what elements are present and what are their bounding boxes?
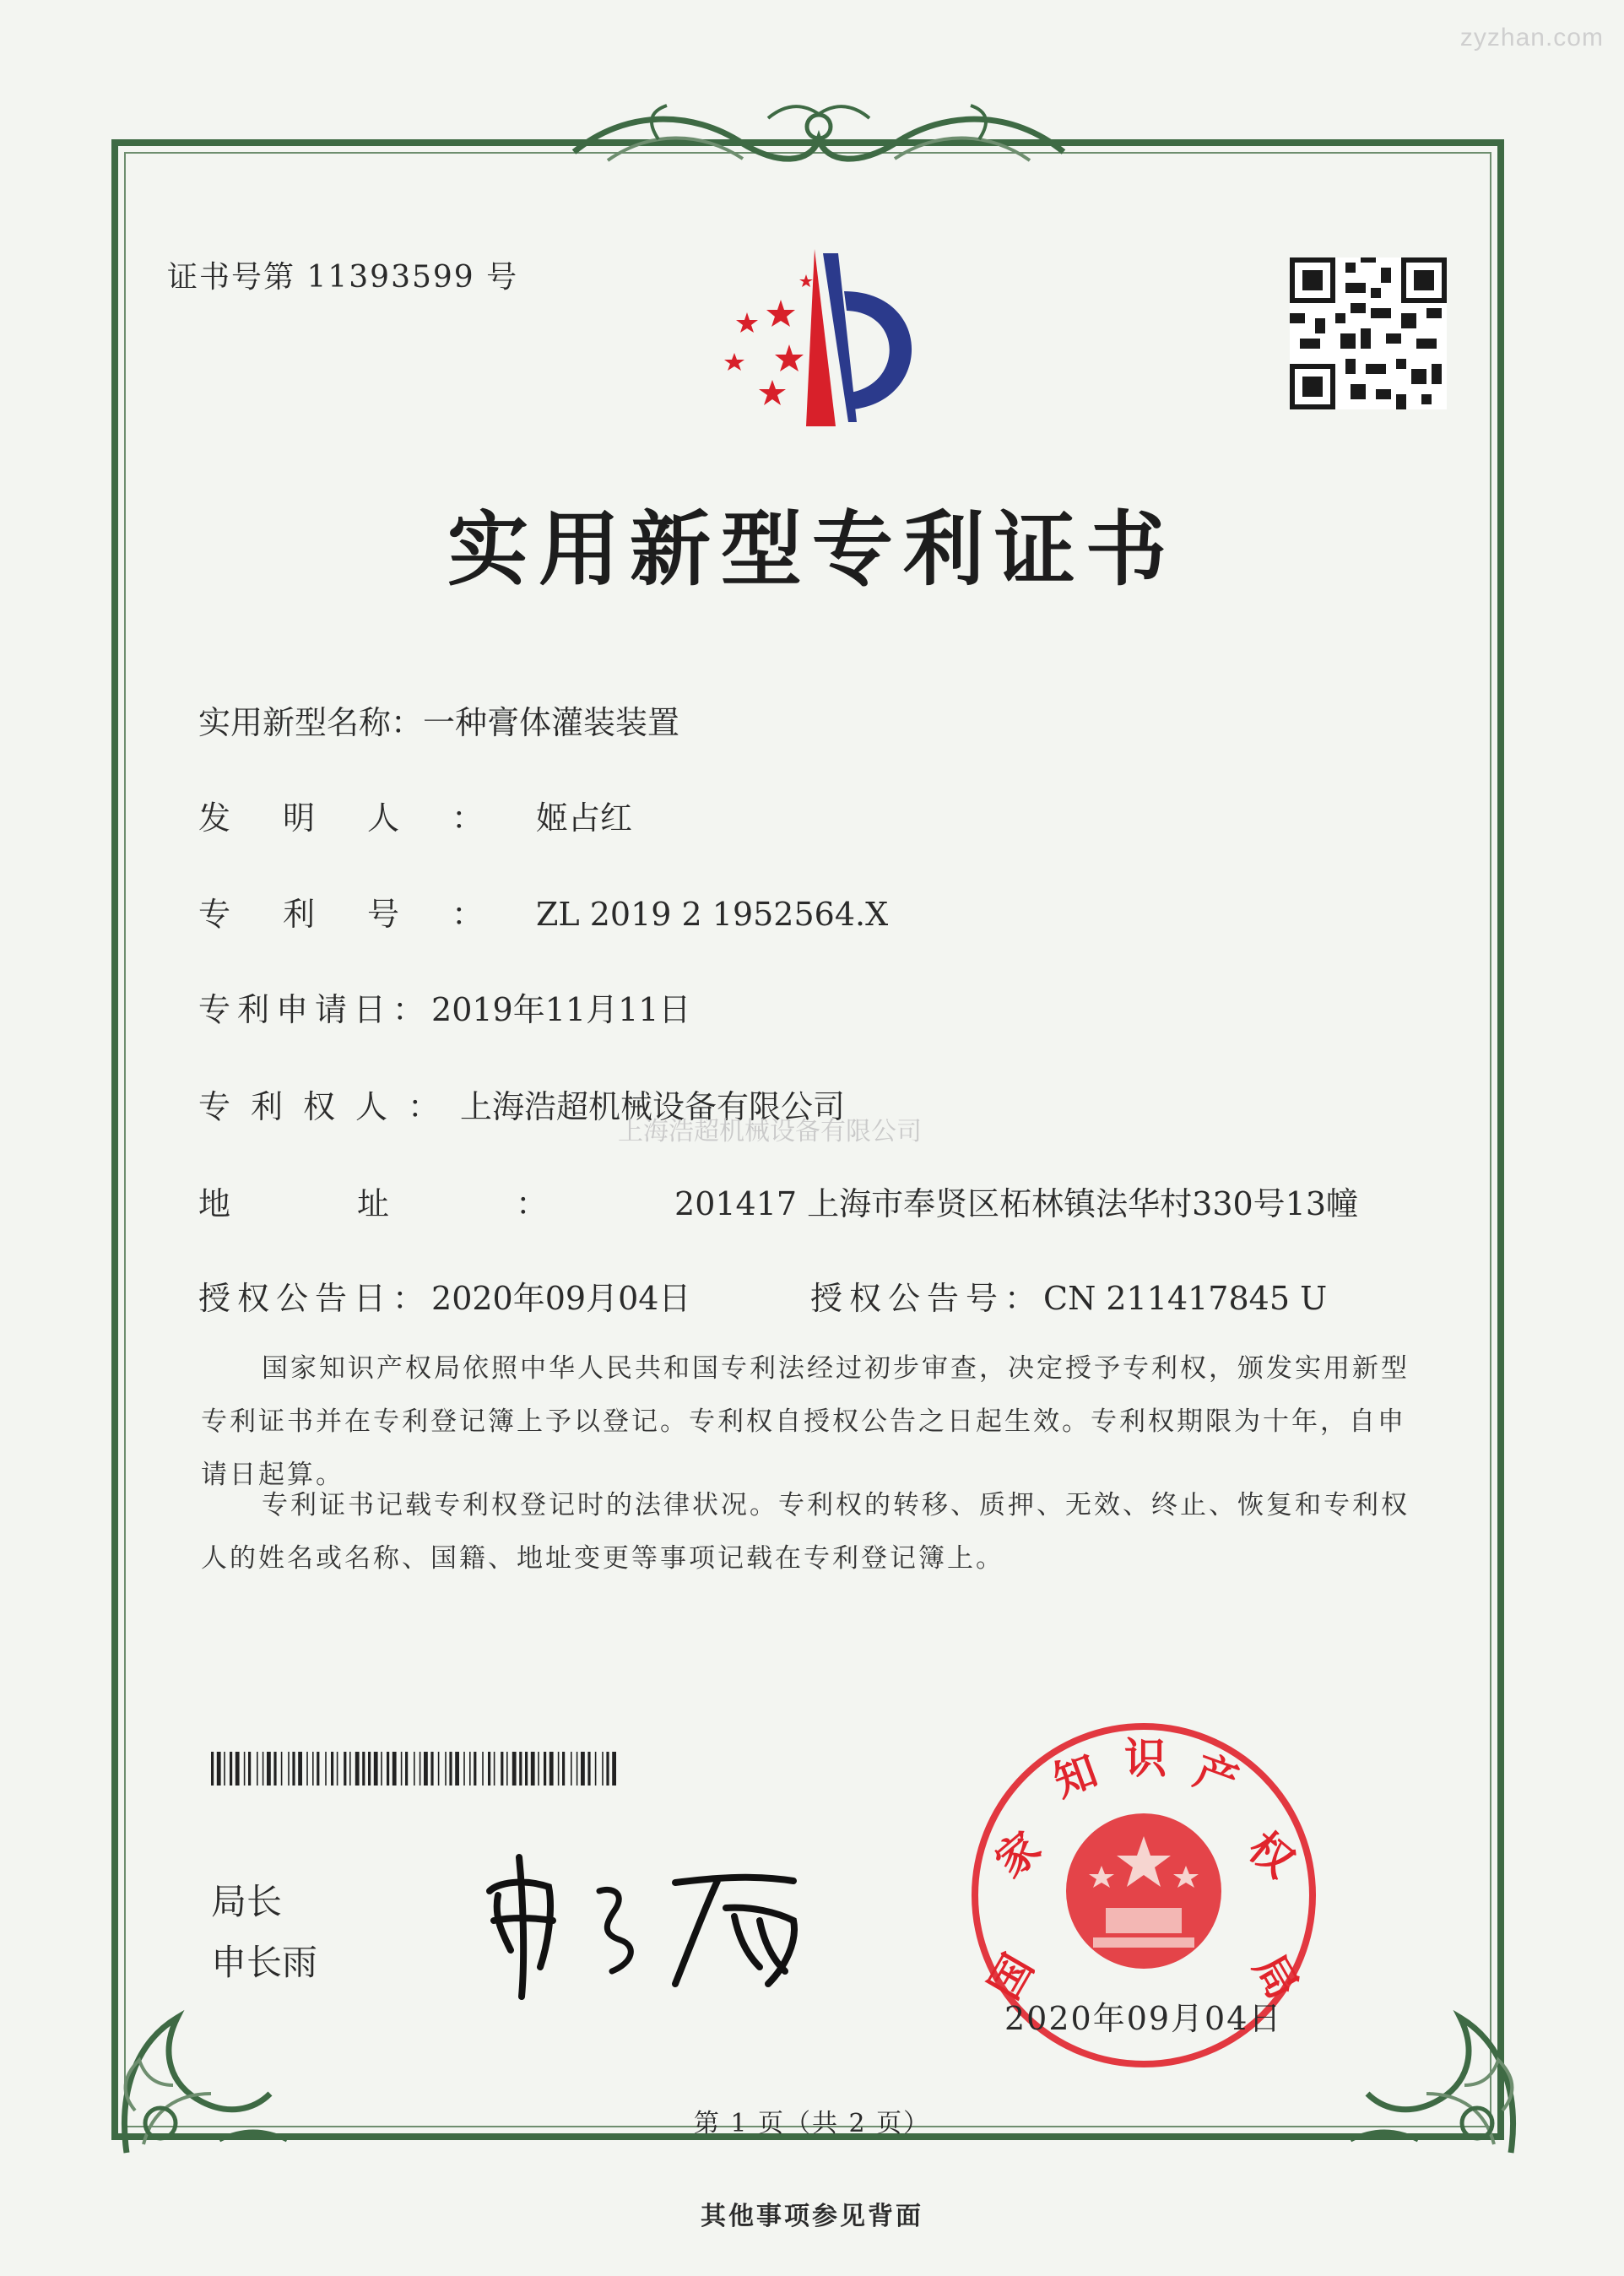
inventor-label: 发明人： (198, 799, 537, 837)
patentee-label: 专利权人： (198, 1088, 461, 1125)
application-date-value: 2019年11月11日 (431, 991, 691, 1028)
patentee-value: 上海浩超机械设备有限公司 (460, 1088, 846, 1125)
grant-publication-date-label: 授权公告日： (198, 1280, 432, 1317)
patent-number-label: 专利号： (198, 896, 537, 933)
inventor-row (198, 792, 632, 838)
svg-text:产: 产 (1188, 1746, 1245, 1807)
application-date-row (198, 984, 690, 1030)
cnipa-logo-icon (688, 245, 933, 431)
address-value: 201417 上海市奉贤区柘林镇法华村330号13幢 (674, 1185, 1359, 1222)
svg-text:权: 权 (1239, 1822, 1303, 1888)
certificate-number-value: 11393599 (306, 260, 475, 295)
application-date-label: 专利申请日： (198, 991, 432, 1028)
certificate-number (167, 253, 518, 296)
site-watermark: zyzhan.com (1459, 24, 1604, 51)
svg-text:国: 国 (979, 1946, 1043, 2008)
director-signature-icon (473, 1840, 827, 2001)
patent-number-value: ZL 2019 2 1952564.X (536, 896, 889, 933)
qr-code-icon (1290, 257, 1447, 409)
utility-model-name-row (198, 696, 679, 743)
director-name: 申长雨 (211, 1942, 318, 1983)
svg-text:局: 局 (1244, 1946, 1308, 2008)
svg-text:知: 知 (1047, 1746, 1104, 1807)
seal-date: 2020年09月04日 (1004, 2000, 1283, 2037)
footer-note: 其他事项参见背面 (701, 2202, 923, 2231)
inventor-value: 姬占红 (536, 799, 633, 837)
svg-text:识: 识 (1124, 1734, 1167, 1783)
grant-publication-date-row (198, 1272, 690, 1319)
svg-text:家: 家 (986, 1822, 1050, 1888)
grant-publication-date-value: 2020年09月04日 (431, 1280, 691, 1317)
grant-publication-number-label: 授权公告号： (810, 1280, 1044, 1317)
certificate-number-suffix: 号 (486, 260, 519, 295)
certificate-number-label: 证书号第 (167, 260, 296, 295)
utility-model-name-label: 实用新型名称： (198, 704, 424, 741)
barcode-icon (211, 1752, 618, 1786)
grant-publication-number-value: CN 211417845 U (1043, 1280, 1328, 1317)
patentee-watermark: 上海浩超机械设备有限公司 (618, 1118, 922, 1146)
grant-statement-paragraph: 国家知识产权局依照中华人民共和国专利法经过初步审查，决定授予专利权，颁发实用新型专利证书并在专利登记簿上予以登记。专利权自授权公告之日起生效。专利权期限为十年，自申请日起算。 (201, 1353, 1410, 1490)
address-row (198, 1178, 1358, 1224)
address-label: 地址： (198, 1185, 675, 1222)
grant-publication-number-row (810, 1272, 1327, 1319)
legal-status-paragraph: 专利证书记载专利权登记时的法律状况。专利权的转移、质押、无效、终止、恢复和专利权人的姓名或名称、国籍、地址变更等事项记载在专利登记簿上。 (201, 1490, 1410, 1574)
certificate-title: 实用新型专利证书 (447, 501, 1177, 597)
utility-model-name-value: 一种膏体灌装装置 (423, 704, 680, 741)
director-title: 局长 (211, 1881, 283, 1922)
page-number: 第 1 页（共 2 页） (693, 2109, 931, 2138)
patent-number-row (198, 888, 888, 935)
top-ornament-icon (557, 93, 1080, 186)
